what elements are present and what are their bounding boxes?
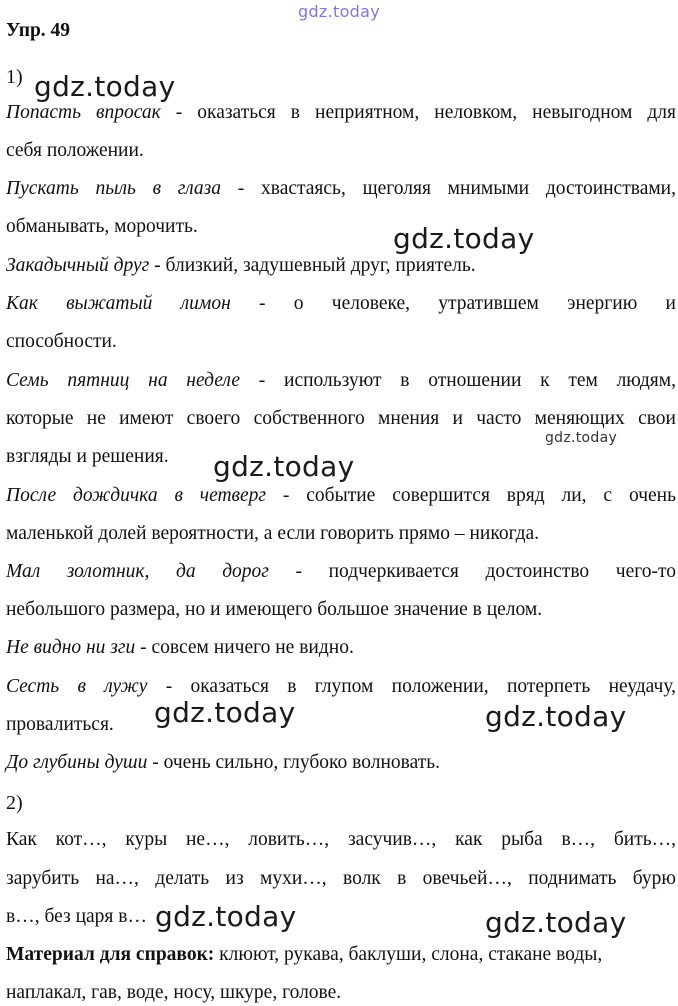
reference-words: клюют, рукава, баклуши, слона, стакане воды, bbox=[214, 944, 603, 965]
entry-line: провалиться. bbox=[6, 714, 114, 735]
part2-line: зарубить на…, делать из мухи…, волк в овечьей…, поднимать бурю bbox=[6, 868, 676, 889]
idiom-term: После дождичка в четверг bbox=[6, 485, 267, 506]
idiom-term: Семь пятниц на неделе bbox=[6, 370, 241, 391]
idiom-term: Попасть впросак bbox=[6, 102, 161, 123]
part2-label: 2) bbox=[6, 792, 23, 814]
idiom-definition: - о человеке, утратившем энергию и bbox=[230, 293, 676, 314]
entry-line: себя положении. bbox=[6, 140, 144, 161]
watermark: gdz.today bbox=[393, 222, 535, 255]
entry-line bbox=[6, 750, 676, 776]
idiom-term: Как выжатый лимон bbox=[6, 293, 231, 314]
entry-line bbox=[6, 635, 676, 661]
entry-line bbox=[6, 100, 676, 126]
watermark: gdz.today bbox=[213, 450, 355, 483]
part2-line: в…, без царя в… bbox=[6, 906, 147, 927]
watermark: gdz.today bbox=[155, 900, 297, 933]
idiom-term: До глубины души bbox=[6, 752, 148, 773]
entry-line: способности. bbox=[6, 331, 117, 352]
reference-line bbox=[6, 942, 676, 968]
exercise-title: Упр. 49 bbox=[6, 20, 71, 41]
part1-label: 1) bbox=[6, 66, 23, 88]
idiom-term: Не видно ни зги bbox=[6, 637, 136, 658]
idiom-term: Сесть в лужу bbox=[6, 676, 148, 697]
idiom-definition: - совсем ничего не видно. bbox=[135, 637, 354, 658]
entry-line bbox=[6, 291, 676, 317]
entry-line bbox=[6, 368, 676, 394]
watermark: gdz.today bbox=[485, 906, 627, 939]
part2-line: Как кот…, куры не…, ловить…, засучив…, как рыба в…, бить…, bbox=[6, 829, 676, 850]
entry-line bbox=[6, 674, 676, 700]
entry-line: небольшого размера, но и имеющего большое значение в целом. bbox=[6, 599, 543, 620]
idiom-term: Закадычный друг bbox=[6, 255, 150, 276]
idiom-definition: - очень сильно, глубоко волновать. bbox=[147, 752, 441, 773]
watermark-small: gdz.today bbox=[545, 430, 618, 446]
entry-line bbox=[6, 253, 676, 279]
idiom-definition: - хвастаясь, щеголяя мнимыми достоинствами, bbox=[221, 178, 676, 199]
entry-line bbox=[6, 176, 676, 202]
entry-line bbox=[6, 559, 676, 585]
entry-line bbox=[6, 483, 676, 509]
entry-line: которые не имеют своего собственного мнения и часто меняющих свои bbox=[6, 408, 676, 429]
idiom-definition: - подчеркивается достоинство чего-то bbox=[268, 561, 676, 582]
reference-label: Материал для справок: bbox=[6, 944, 215, 965]
idiom-definition: - используют в отношении к тем людям, bbox=[240, 370, 676, 391]
idiom-definition: - оказаться в глупом положении, потерпеть неудачу, bbox=[147, 676, 676, 697]
entry-line: взгляды и решения. bbox=[6, 446, 169, 467]
reference-line: наплакал, гав, воде, носу, шкуре, голове. bbox=[6, 982, 342, 1003]
watermark: gdz.today bbox=[34, 70, 176, 103]
idiom-definition: - событие совершится вряд ли, с очень bbox=[266, 485, 676, 506]
idiom-term: Мал золотник, да дорог bbox=[6, 561, 269, 582]
entry-line: обманывать, морочить. bbox=[6, 216, 198, 237]
watermark: gdz.today bbox=[154, 696, 296, 729]
watermark-top: gdz.today bbox=[298, 2, 380, 21]
idiom-definition: - близкий, задушевный друг, приятель. bbox=[149, 255, 476, 276]
watermark: gdz.today bbox=[485, 700, 627, 733]
idiom-definition: - оказаться в неприятном, неловком, невыгодном для bbox=[160, 102, 676, 123]
idiom-term: Пускать пыль в глаза bbox=[6, 178, 221, 199]
entry-line: маленькой долей вероятности, а если говорить прямо – никогда. bbox=[6, 523, 540, 544]
